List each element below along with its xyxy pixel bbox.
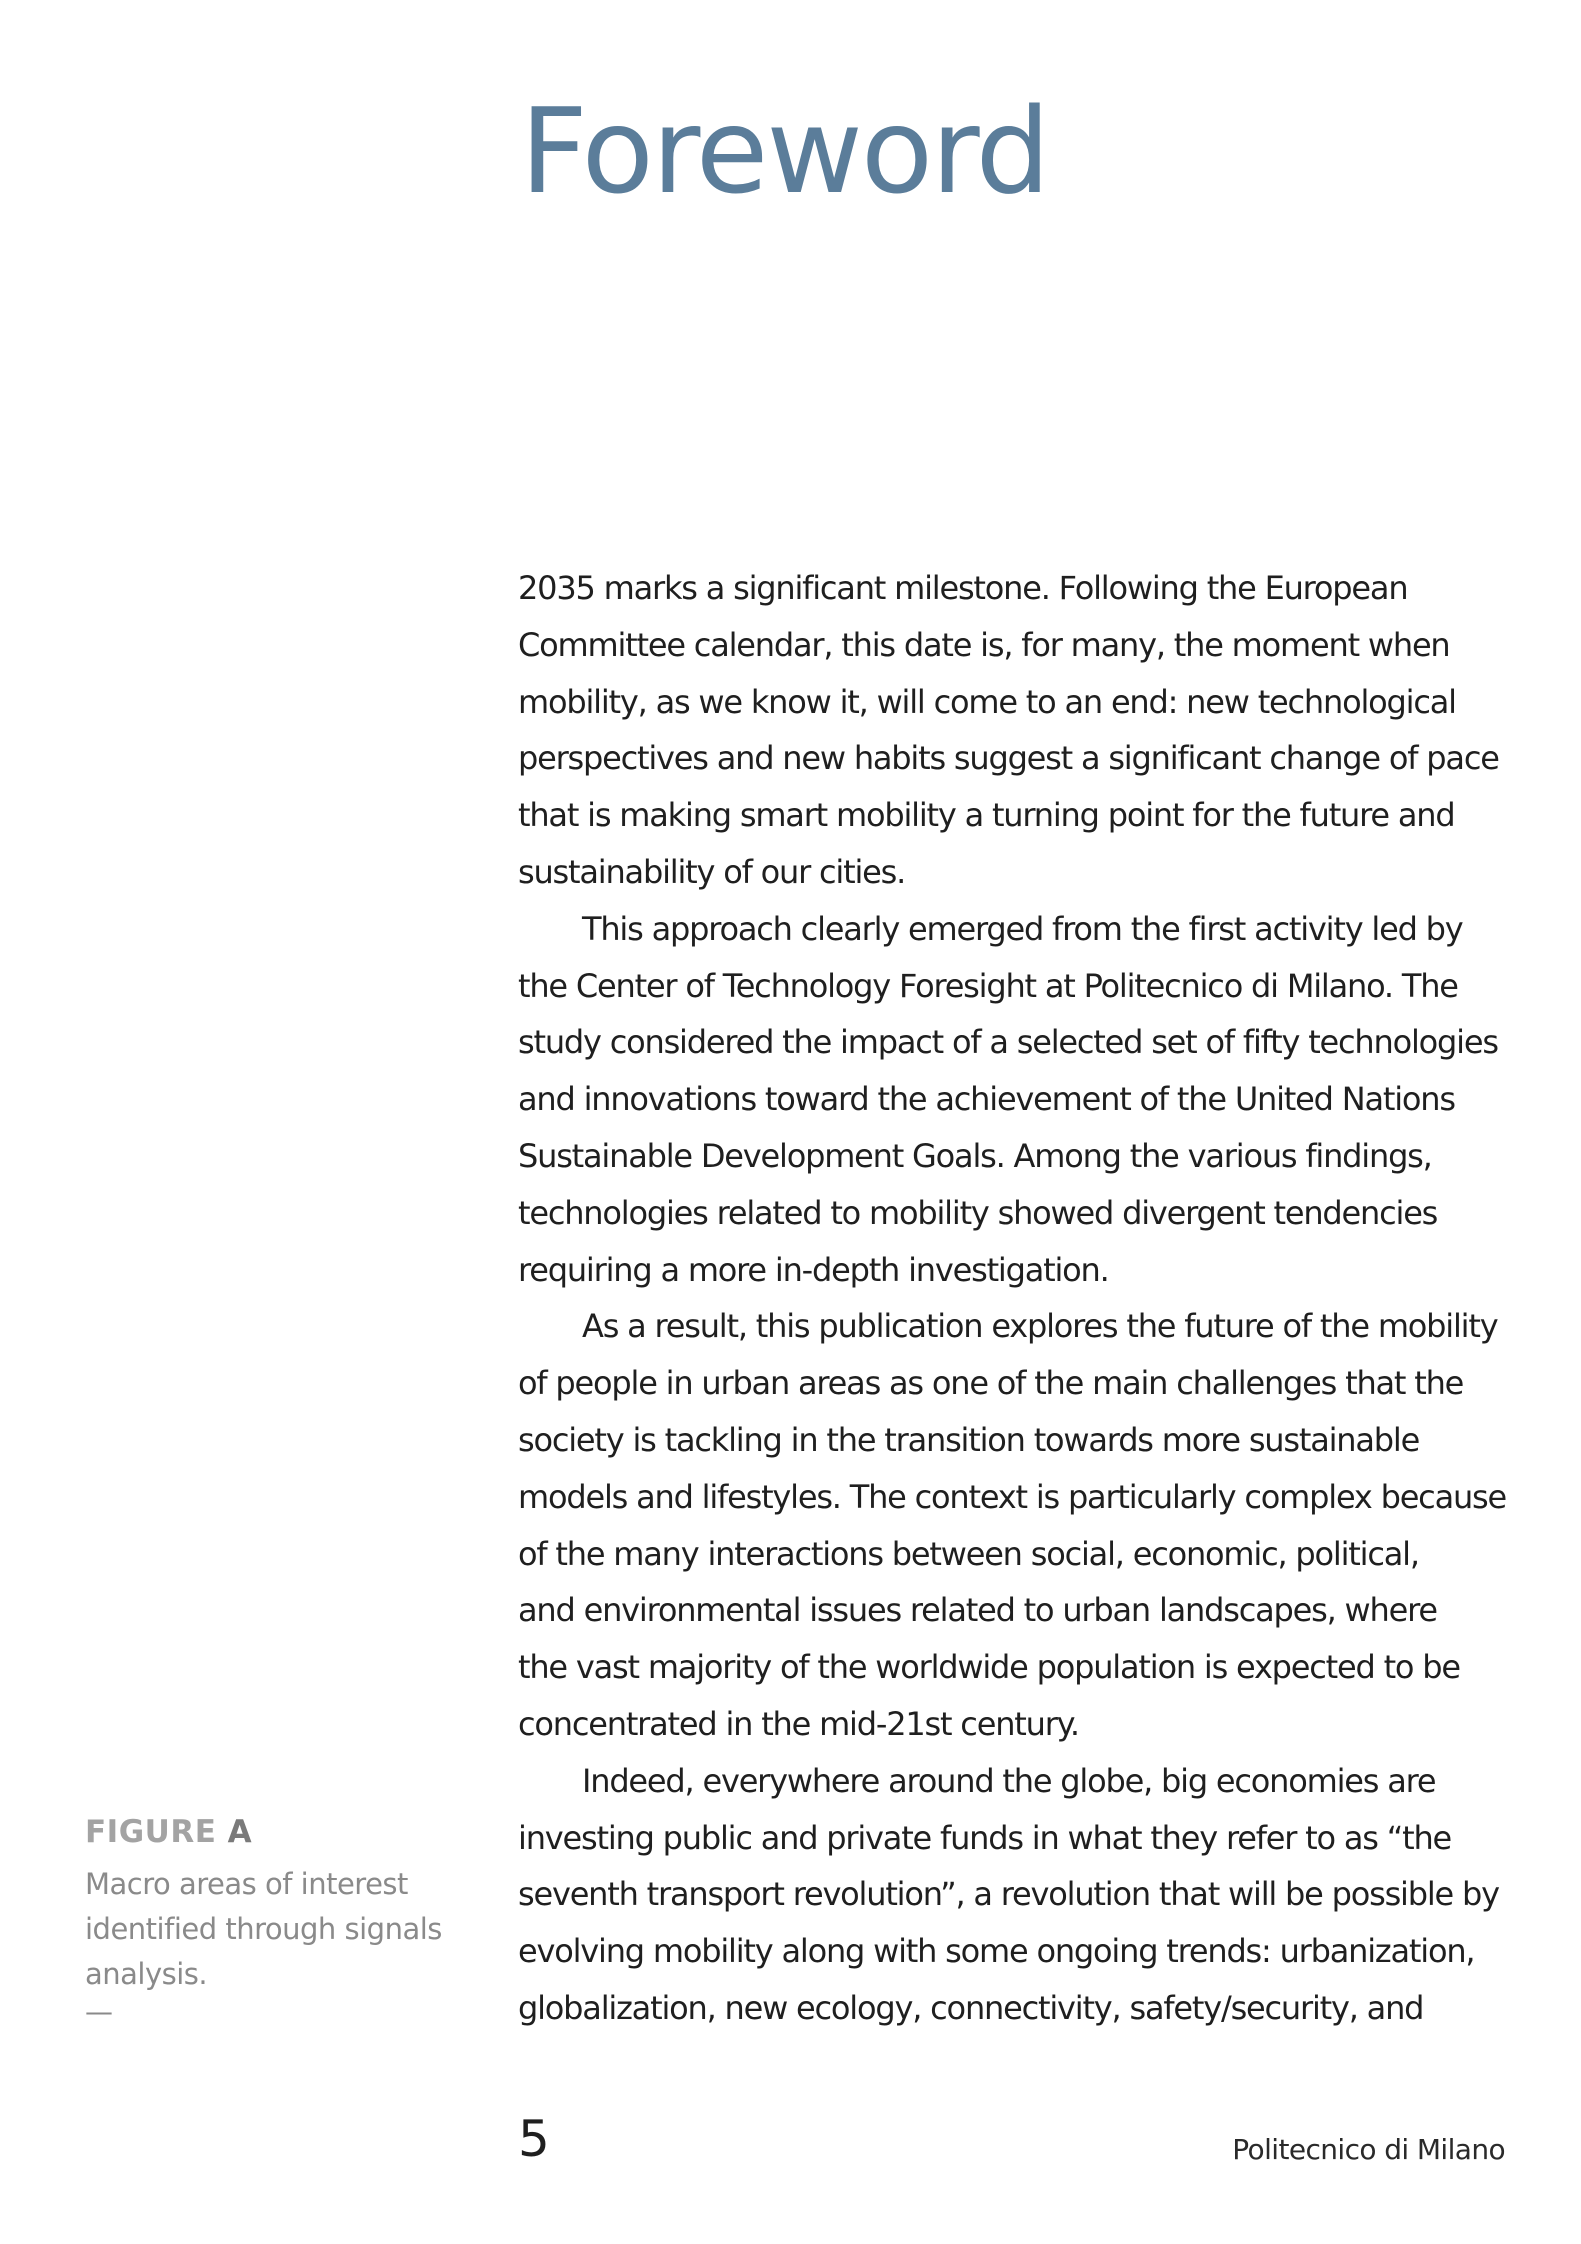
body-line: study considered the impact of a selected set of fifty technologies (518, 1023, 1498, 1062)
body-line: This approach clearly emerged from the first activity led by (582, 909, 1463, 948)
body-line: perspectives and new habits suggest a significant change of pace (518, 739, 1499, 778)
body-line: investing public and private funds in what they refer to as “the (518, 1818, 1452, 1857)
body-line: Indeed, everywhere around the globe, big economies are (582, 1761, 1436, 1800)
figure-label-prefix: FIGURE (85, 1814, 217, 1850)
body-line: As a result, this publication explores the future of the mobility (582, 1307, 1498, 1346)
body-line: and innovations toward the achievement of the United Nations (518, 1080, 1455, 1119)
body-line: society is tackling in the transition towards more sustainable (518, 1420, 1420, 1459)
body-line: globalization, new ecology, connectivity, safety/security, and (518, 1988, 1424, 2027)
figure-description-line: identified through signals (85, 1912, 442, 1946)
figure-description-line: Macro areas of interest (85, 1867, 408, 1901)
body-line: Committee calendar, this date is, for many, the moment when (518, 625, 1450, 664)
body-line: requiring a more in-depth investigation. (518, 1250, 1109, 1289)
figure-label-letter: A (227, 1814, 253, 1850)
body-line: and environmental issues related to urban landscapes, where (518, 1591, 1437, 1630)
body-line: seventh transport revolution”, a revolution that will be possible by (518, 1875, 1499, 1914)
figure-description (85, 1862, 445, 1997)
page-number: 5 (518, 2110, 550, 2168)
figure-label (85, 1808, 445, 1856)
body-line: Sustainable Development Goals. Among the various findings, (518, 1136, 1432, 1175)
body-line: evolving mobility along with some ongoing trends: urbanization, (518, 1932, 1475, 1971)
body-line: of the many interactions between social, economic, political, (518, 1534, 1419, 1573)
figure-description-line: analysis. (85, 1957, 208, 1991)
body-line: mobility, as we know it, will come to an end: new technological (518, 682, 1456, 721)
body-line: sustainability of our cities. (518, 852, 906, 891)
footer-institution: Politecnico di Milano (1232, 2133, 1505, 2166)
body-line: the Center of Technology Foresight at Politecnico di Milano. The (518, 966, 1458, 1005)
figure-dash: — (85, 1995, 113, 2028)
body-line: that is making smart mobility a turning point for the future and (518, 796, 1455, 835)
body-line: 2035 marks a significant milestone. Following the European (518, 569, 1408, 607)
body-line: concentrated in the mid-21st century. (518, 1704, 1079, 1743)
body-line: models and lifestyles. The context is particularly complex because (518, 1477, 1507, 1516)
body-line: of people in urban areas as one of the main challenges that the (518, 1364, 1464, 1403)
body-line: technologies related to mobility showed divergent tendencies (518, 1193, 1438, 1232)
body-line: the vast majority of the worldwide population is expected to be (518, 1648, 1460, 1687)
page-title: Foreword (520, 82, 1049, 220)
foreword-body (518, 560, 1507, 2037)
figure-caption (85, 1808, 445, 2027)
